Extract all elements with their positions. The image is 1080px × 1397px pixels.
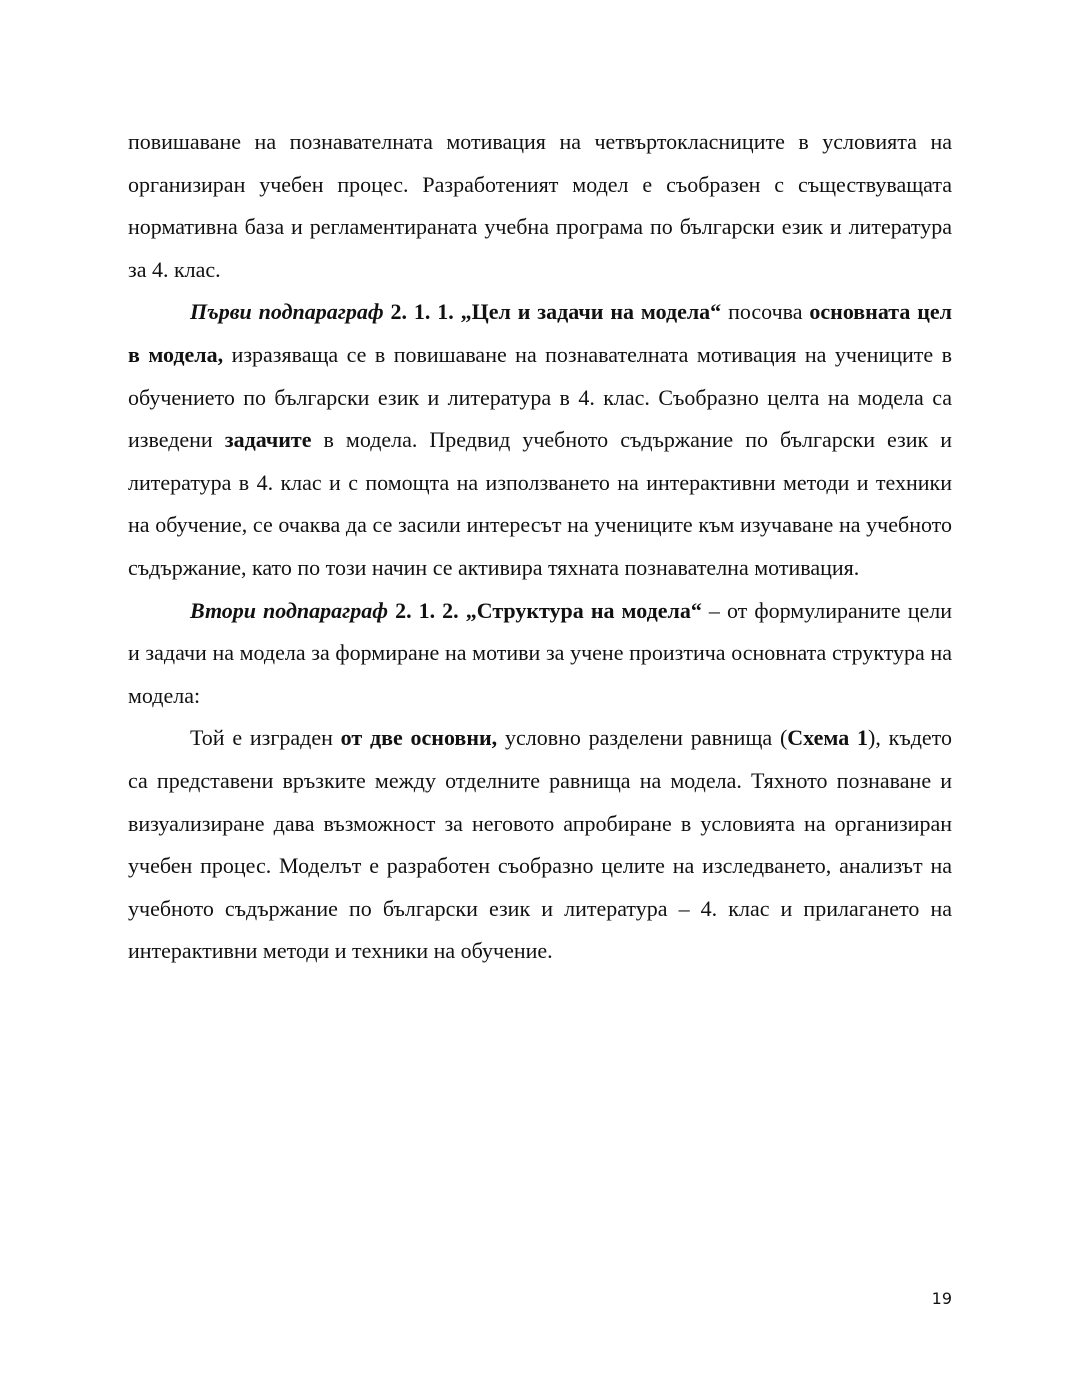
emphasis-text: задачите <box>224 427 312 453</box>
text-segment <box>384 299 391 324</box>
subparagraph-title: 2. 1. 2. „Структура на модела“ <box>395 597 702 623</box>
paragraph-second-subparagraph <box>128 590 952 718</box>
emphasis-text: основната цел в модела, <box>128 299 953 367</box>
text-segment: в модела. Предвид учебното съдържание по български език и литература в 4. клас и с помощта на използването на интерактивни методи и техники на обучение, се очаква да се засили интересът на учениците към изучаване на учебното съдържание, като по този начин се активира тяхната познавателна мотивация. <box>128 427 953 580</box>
subparagraph-title: 2. 1. 1. „Цел и задачи на модела“ <box>390 299 722 325</box>
paragraph-first-subparagraph <box>128 291 952 589</box>
text-segment: Той е изграден <box>190 725 341 751</box>
text-segment: изразяваща се в повишаване на познавателната мотивация на учениците в обучението по български език и литература в 4. клас. Съобразно целта на модела са изведени <box>128 341 952 453</box>
page-number: 19 <box>931 1289 952 1308</box>
text-segment: посочва <box>721 299 810 325</box>
text-segment: ), където са представени връзките между отделните равнища на модела. Тяхното познаване и визуализиране дава възможност за неговото апробиране в условията на организиран учебен процес. Моделът е разработен съобразно целите на изследването, анализът на учебното съдържание по български език и литература – 4. клас и прилагането на интерактивни методи и техники на обучение. <box>128 725 952 964</box>
paragraph-structure <box>128 717 952 973</box>
document-page <box>128 121 952 973</box>
text-segment: – от формулираните цели и задачи на модела за формиране на мотиви за учене произтича основната структура на модела: <box>128 597 952 708</box>
paragraph-intro <box>128 121 952 291</box>
subparagraph-label: Втори подпараграф <box>190 597 389 623</box>
scheme-reference: Схема 1 <box>787 725 869 751</box>
subparagraph-label: Първи подпараграф <box>190 299 384 325</box>
text-segment: повишаване на познавателната мотивация на четвъртокласниците в условията на организиран учебен процес. Разработеният модел е съобразен с съществуващата нормативна база и регламентираната учебна програма по български език и литература за 4. клас. <box>128 129 952 282</box>
text-segment: условно разделени равнища ( <box>497 725 788 751</box>
emphasis-text: от две основни, <box>340 725 498 751</box>
